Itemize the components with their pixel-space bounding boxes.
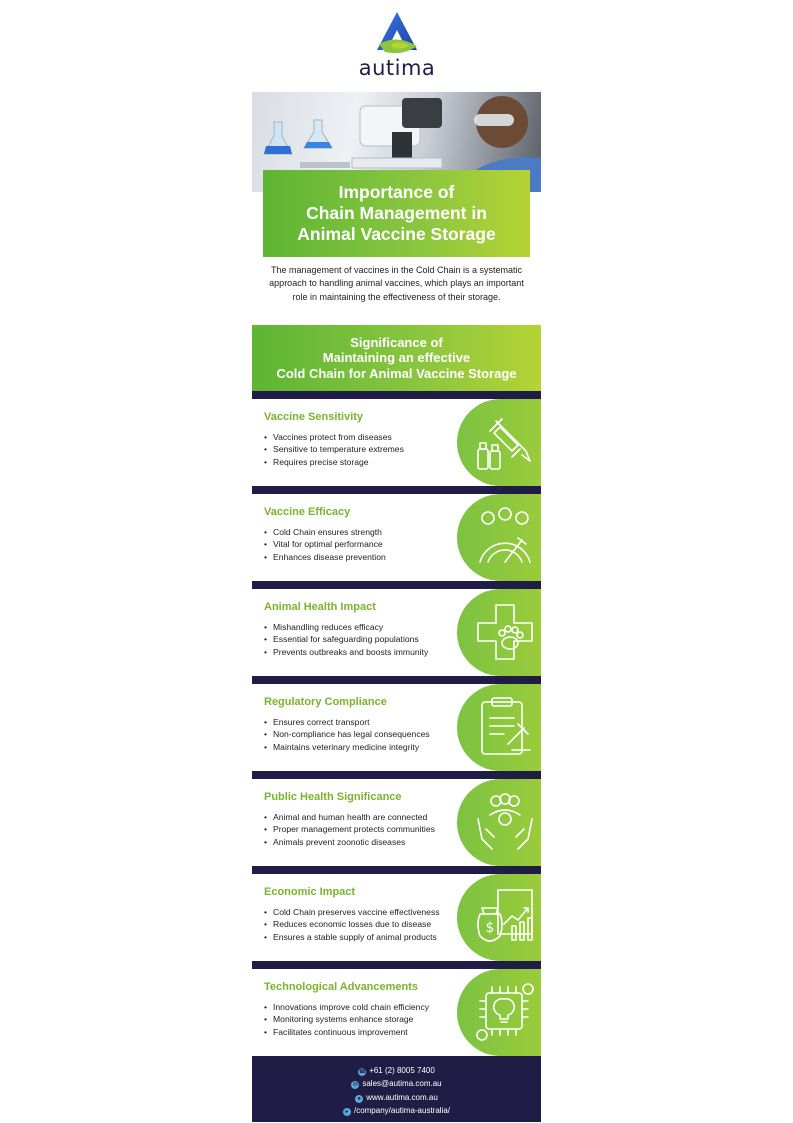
list-item: • Facilitates continuous improvement [264,1026,429,1038]
phone-icon: ☎ [358,1069,366,1075]
paw-cross-icon [472,599,538,665]
significance-title: Significance of Maintaining an effective Cold Chain for Animal Vaccine Storage [276,334,517,381]
list-item: • Maintains veterinary medicine integrity [264,741,430,753]
list-item: • Vaccines protect from diseases [264,431,404,443]
contact-footer [252,1056,541,1122]
brand-name: autima [358,56,436,80]
list-item: • Cold Chain ensures strength [264,526,386,538]
list-item: • Essential for safeguarding populations [264,633,428,645]
card-title: Animal Health Impact [264,601,376,613]
card-bullets [264,621,428,658]
list-item: • Prevents outbreaks and boosts immunity [264,646,428,658]
card-divider [252,486,541,494]
list-item: • Enhances disease prevention [264,551,386,563]
efficacy-gauge-icon [472,504,538,570]
footer-phone-row [252,1064,541,1077]
footer-email[interactable]: sales@autima.com.au [362,1079,442,1089]
card-title: Vaccine Sensitivity [264,411,364,423]
list-item: • Proper management protects communities [264,823,435,835]
footer-phone[interactable]: +61 (2) 8005 7400 [369,1066,435,1075]
card-economic-impact [252,866,541,961]
infographic [252,92,541,1122]
card-bullets [264,1001,429,1038]
significance-banner [252,325,541,391]
svg-text:$: $ [485,920,495,936]
list-item: • Vital for optimal performance [264,538,386,550]
list-item: • Ensures correct transport [264,716,430,728]
card-vaccine-sensitivity [252,391,541,486]
card-regulatory-compliance [252,676,541,771]
card-bullets [264,431,404,468]
clipboard-gavel-icon [472,694,538,760]
footer-linkedin[interactable]: /company/autima-australia/ [353,1105,451,1115]
list-item: • Cold Chain preserves vaccine effectiveness [264,906,440,918]
card-title: Economic Impact [264,886,356,898]
card-title: Public Health Significance [264,791,402,803]
intro-paragraph: The management of vaccines in the Cold Chain is a systematic approach to handling animal vaccines, which plays an important role in maintaining the effectiveness of their storage. [269,265,524,302]
linkedin-icon: ▸ [343,1108,351,1116]
list-item: • Animals prevent zoonotic diseases [264,836,435,848]
card-divider [252,581,541,589]
list-item: • Ensures a stable supply of animal products [264,931,440,943]
card-vaccine-efficacy [252,486,541,581]
footer-email-row [252,1077,541,1090]
money-growth-icon [472,884,538,950]
card-bullets [264,716,430,753]
globe-icon: ● [355,1095,363,1103]
card-bullets [264,906,440,943]
hands-community-icon [472,789,538,855]
tech-bulb-gears-icon [472,979,538,1045]
autima-logo-mark-icon [373,10,421,56]
card-title: Regulatory Compliance [264,696,387,708]
card-technological-advancements [252,961,541,1056]
list-item: • Monitoring systems enhance storage [264,1013,429,1025]
footer-linkedin-row [252,1104,541,1117]
card-divider [252,676,541,684]
main-title: Importance of Chain Management in Animal Vaccine Storage [297,182,496,244]
list-item: • Animal and human health are connected [264,811,435,823]
card-public-health-significance [252,771,541,866]
card-divider [252,771,541,779]
cards-list [252,391,541,1056]
card-title: Vaccine Efficacy [264,506,351,518]
card-bullets [264,811,435,848]
list-item: • Sensitive to temperature extremes [264,443,404,455]
card-bullets [264,526,386,563]
list-item: • Innovations improve cold chain efficiency [264,1001,429,1013]
list-item: • Reduces economic losses due to disease [264,918,440,930]
email-icon: ✉ [352,1082,358,1089]
card-divider [252,391,541,399]
autima-logo [350,10,444,78]
card-divider [252,961,541,969]
list-item: • Mishandling reduces efficacy [264,621,428,633]
list-item: • Non-compliance has legal consequences [264,728,430,740]
vaccine-vials-icon [472,409,538,475]
card-divider [252,866,541,874]
footer-website-row [252,1091,541,1104]
card-title: Technological Advancements [264,981,419,993]
card-animal-health-impact [252,581,541,676]
list-item: • Requires precise storage [264,456,404,468]
footer-website[interactable]: www.autima.com.au [366,1092,438,1102]
main-title-banner [263,170,530,257]
